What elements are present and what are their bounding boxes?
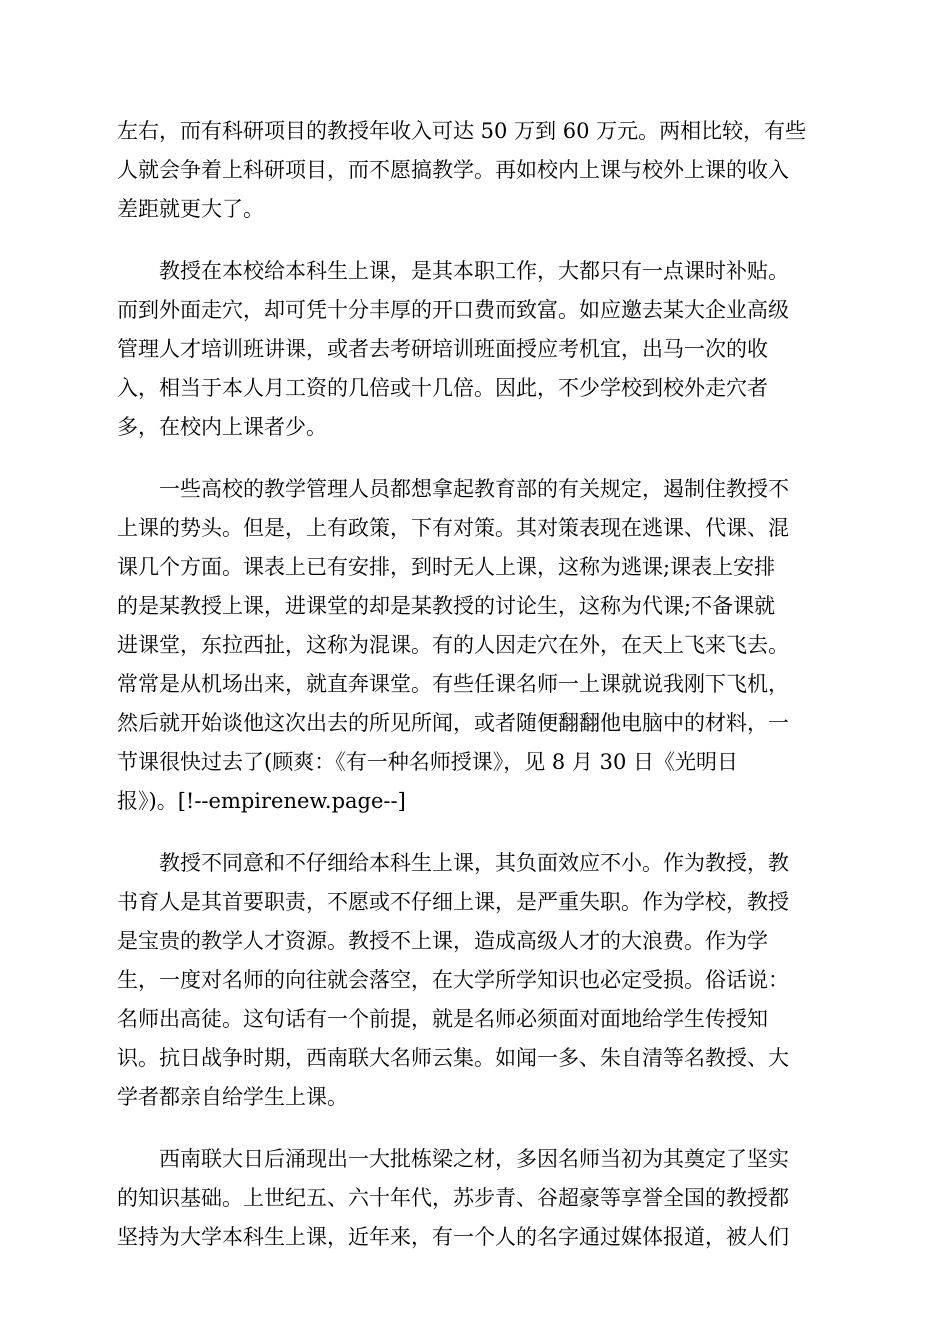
- text-line: 上课的势头。但是，上有政策，下有对策。其对策表现在逃课、代课、混: [117, 516, 789, 540]
- text-line: 是宝贵的教学人才资源。教授不上课，造成高级人才的大浪费。作为学: [117, 929, 768, 953]
- text-line: 常常是从机场出来，就直奔课堂。有些任课名师一上课就说我刚下飞机，: [117, 672, 789, 696]
- text-line: 左右，而有科研项目的教授年收入可达 50 万到 60 万元。两相比较，有些: [117, 119, 807, 143]
- text-line: 名师出高徒。这句话有一个前提，就是名师必须面对面地给学生传授知: [117, 1007, 768, 1031]
- paragraph-3: [117, 470, 833, 821]
- text-line: 的是某教授上课，进课堂的却是某教授的讨论生，这称为代课;不备课就: [117, 594, 776, 618]
- text-line: 管理人才培训班讲课，或者去考研培训班面授应考机宜，出马一次的收: [117, 337, 768, 361]
- text-line: 的知识基础。上世纪五、六十年代，苏步青、谷超豪等享誉全国的教授都: [117, 1186, 789, 1210]
- text-line: 差距就更大了。: [117, 197, 264, 221]
- document-body: [117, 112, 833, 1280]
- text-line: 节课很快过去了(顾爽：《有一种名师授课》，见 8 月 30 日《光明日: [117, 750, 738, 774]
- text-line: 多，在校内上课者少。: [117, 415, 327, 439]
- text-line: 生，一度对名师的向往就会落空，在大学所学知识也必定受损。俗话说：: [117, 968, 789, 992]
- text-line: 然后就开始谈他这次出去的所见所闻，或者随便翻翻他电脑中的材料，一: [117, 711, 789, 735]
- text-line: 教授在本校给本科生上课，是其本职工作，大都只有一点课时补贴。: [117, 259, 789, 283]
- text-line: 西南联大日后涌现出一大批栋梁之材，多因名师当初为其奠定了坚实: [117, 1147, 789, 1171]
- text-line: 课几个方面。课表上已有安排，到时无人上课，这称为逃课;课表上安排: [117, 555, 776, 579]
- paragraph-2: [117, 252, 833, 447]
- paragraph-5: [117, 1140, 833, 1257]
- text-line: 识。抗日战争时期，西南联大名师云集。如闻一多、朱自清等名教授、大: [117, 1046, 789, 1070]
- text-line: 人就会争着上科研项目，而不愿搞教学。再如校内上课与校外上课的收入: [117, 158, 789, 182]
- text-line: 一些高校的教学管理人员都想拿起教育部的有关规定，遏制住教授不: [117, 477, 789, 501]
- text-line: 进课堂，东拉西扯，这称为混课。有的人因走穴在外，在天上飞来飞去。: [117, 633, 789, 657]
- paragraph-4: [117, 844, 833, 1117]
- text-line: 坚持为大学本科生上课，近年来，有一个人的名字通过媒体报道，被人们: [117, 1225, 789, 1249]
- paragraph-1: [117, 112, 833, 229]
- text-line: 书育人是其首要职责，不愿或不仔细上课，是严重失职。作为学校，教授: [117, 890, 789, 914]
- text-line: 报》)。[!--empirenew.page--]: [117, 789, 406, 813]
- text-line: 教授不同意和不仔细给本科生上课，其负面效应不小。作为教授，教: [117, 851, 789, 875]
- text-line: 而到外面走穴，却可凭十分丰厚的开口费而致富。如应邀去某大企业高级: [117, 298, 789, 322]
- text-line: 入，相当于本人月工资的几倍或十几倍。因此，不少学校到校外走穴者: [117, 376, 768, 400]
- text-line: 学者都亲自给学生上课。: [117, 1085, 348, 1109]
